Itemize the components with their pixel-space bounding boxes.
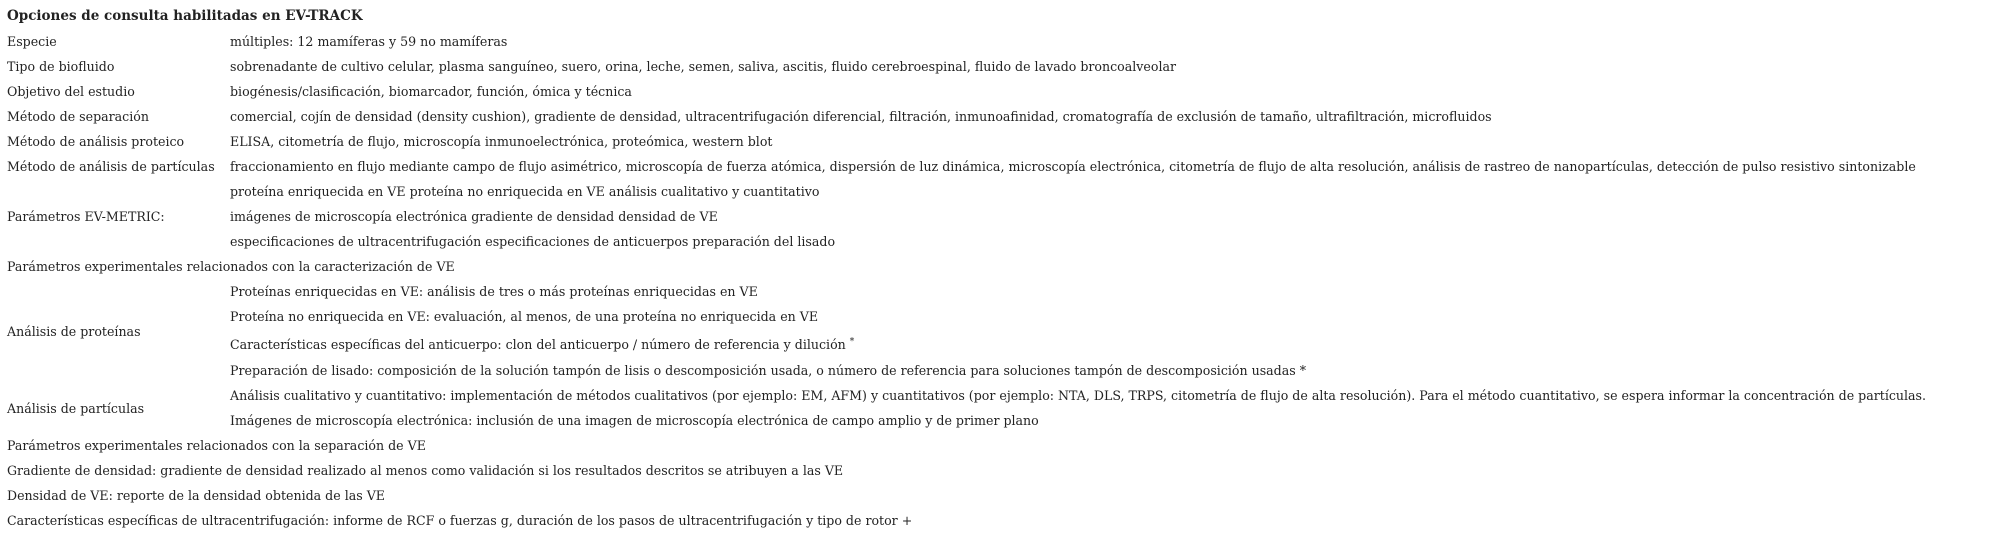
table-row — [7, 54, 1926, 79]
table-row — [7, 79, 1926, 104]
row-value: biogénesis/clasificación, biomarcador, función, ómica y técnica — [230, 84, 632, 99]
ev-metric-row — [7, 204, 1926, 229]
protein-line: Proteínas enriquecidas en VE: análisis de tres o más proteínas enriquecidas en VE — [230, 284, 758, 299]
separation-row — [7, 508, 1926, 533]
protein-row — [7, 279, 1926, 304]
separation-line: Gradiente de densidad: gradiente de densidad realizado al menos como validación si los resultados descritos se atribuyen a las VE — [7, 463, 844, 478]
protein-line: Preparación de lisado: composición de la solución tampón de lisis o descomposición usada, o número de referencia para soluciones tampón de descomposición usadas * — [230, 363, 1307, 378]
ev-metric-label: Parámetros EV-METRIC: — [7, 209, 165, 224]
protein-line: Características específicas del anticuerpo: clon del anticuerpo / número de referencia y dilución — [230, 337, 846, 353]
protein-row — [7, 358, 1926, 383]
table-row — [7, 129, 1926, 154]
row-label: Método de análisis de partículas — [7, 159, 215, 174]
separation-row — [7, 483, 1926, 508]
protein-analysis-label: Análisis de proteínas — [7, 323, 141, 339]
document-title: Opciones de consulta habilitadas en EV-TRACK — [7, 8, 363, 24]
table-row — [7, 29, 1926, 54]
row-label: Objetivo del estudio — [7, 84, 135, 99]
protein-row — [7, 304, 1926, 329]
row-value: comercial, cojín de densidad (density cushion), gradiente de densidad, ultracentrifugación diferencial, filtración, inmunoafinidad, cromatografía de exclusión de tamaño, ultrafiltración, microfluidos — [230, 109, 1492, 124]
row-value: múltiples: 12 mamíferas y 59 no mamíferas — [230, 34, 508, 49]
row-label: Método de análisis proteico — [7, 134, 185, 149]
table-row — [7, 104, 1926, 129]
protein-line: Proteína no enriquecida en VE: evaluación, al menos, de una proteína no enriquecida en VE — [230, 309, 819, 324]
particle-analysis-label: Análisis de partículas — [7, 400, 145, 416]
separation-line: Densidad de VE: reporte de la densidad obtenida de las VE — [7, 488, 385, 503]
row-value: ELISA, citometría de flujo, microscopía inmunoelectrónica, proteómica, western blot — [230, 134, 773, 149]
particle-row — [7, 383, 1926, 408]
row-value: sobrenadante de cultivo celular, plasma sanguíneo, suero, orina, leche, semen, saliva, ascitis, fluido cerebroespinal, fluido de lavado broncoalveolar — [230, 59, 1177, 74]
row-label: Tipo de biofluido — [7, 59, 115, 74]
ev-metric-row — [7, 179, 1926, 204]
ev-metric-line: imágenes de microscopía electrónica gradiente de densidad densidad de VE — [230, 209, 718, 224]
section-heading-row — [7, 254, 1926, 279]
row-label: Método de separación — [7, 109, 149, 124]
separation-line: Características específicas de ultracentrifugación: informe de RCF o fuerzas g, duración de los pasos de ultracentrifugación y tipo de rotor + — [7, 513, 913, 528]
footnote-marker: * — [849, 336, 855, 347]
particle-line: Análisis cualitativo y cuantitativo: implementación de métodos cualitativos (por ejemplo: EM, AFM) y cuantitativos (por ejemplo: NTA, DLS, TRPS, citometría de flujo de alta resolución). Para el método cuantitativo, se espera informar la concentración de partículas. — [230, 388, 1927, 403]
particle-line: Imágenes de microscopía electrónica: inclusión de una imagen de microscopía electrónica de campo amplio y de primer plano — [230, 413, 1039, 428]
particle-row — [7, 408, 1926, 433]
protein-row — [7, 329, 1926, 358]
row-label: Especie — [7, 34, 57, 49]
options-table — [7, 29, 1926, 533]
separation-row — [7, 458, 1926, 483]
characterization-heading: Parámetros experimentales relacionados con la caracterización de VE — [7, 259, 455, 274]
ev-metric-row — [7, 229, 1926, 254]
ev-metric-line: proteína enriquecida en VE proteína no enriquecida en VE análisis cualitativo y cuantitativo — [230, 184, 820, 199]
row-value: fraccionamiento en flujo mediante campo de flujo asimétrico, microscopía de fuerza atómica, dispersión de luz dinámica, microscopía electrónica, citometría de flujo de alta resolución, análisis de rastreo de nanopartículas, detección de pulso resistivo sintonizable — [230, 159, 1916, 174]
section-heading-row — [7, 433, 1926, 458]
table-row — [7, 154, 1926, 179]
ev-metric-line: especificaciones de ultracentrifugación especificaciones de anticuerpos preparación del lisado — [230, 234, 836, 249]
separation-heading: Parámetros experimentales relacionados con la separación de VE — [7, 438, 426, 453]
